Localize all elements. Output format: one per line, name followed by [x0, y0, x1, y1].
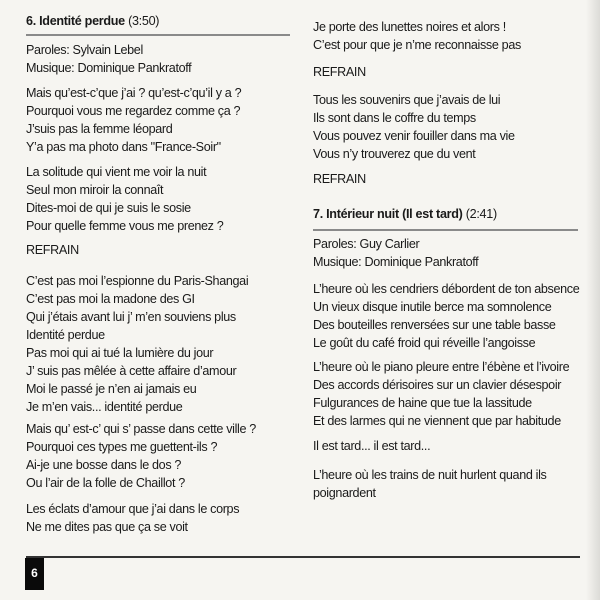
lyric-line: L’heure où les trains de nuit hurlent quand ils: [313, 468, 547, 482]
lyric-line: Vous n’y trouverez que du vent: [313, 147, 476, 161]
page-number: 6: [25, 558, 44, 590]
song-duration: (2:41): [465, 207, 497, 221]
refrain: [313, 170, 366, 188]
lyric-line: L’heure où le piano pleure entre l’ébène et l’ivoire: [313, 360, 570, 374]
lyric-line: Vous pouvez venir fouiller dans ma vie: [313, 129, 515, 143]
refrain: [26, 241, 79, 259]
stanza: [26, 420, 256, 492]
lyric-line: Dites-moi de qui je suis le sosie: [26, 201, 191, 215]
stanza: [313, 358, 569, 430]
composer: Musique: Dominique Pankratoff: [26, 61, 192, 75]
stanza: [26, 84, 241, 156]
song-duration: (3:50): [128, 14, 160, 28]
lyric-line: Fulgurances de haine que tue la lassitude: [313, 396, 532, 410]
lyric-line: Ou l’air de la folle de Chaillot ?: [26, 476, 185, 490]
song-title-text: 7. Intérieur nuit (Il est tard): [313, 207, 463, 221]
credits: [313, 235, 478, 271]
lyric-line: REFRAIN: [26, 243, 79, 257]
title-rule: [26, 34, 290, 36]
lyric-line: J’suis pas la femme léopard: [26, 122, 173, 136]
lyric-line: L’heure où les cendriers débordent de ton absence: [313, 282, 580, 296]
lyric-line: Ils sont dans le coffre du temps: [313, 111, 476, 125]
credits: [26, 41, 191, 77]
composer: Musique: Dominique Pankratoff: [313, 255, 479, 269]
lyric-line: Le goût du café froid qui réveille l’angoisse: [313, 336, 536, 350]
lyric-line: Mais qu’ est-c’ qui s’ passe dans cette ville ?: [26, 422, 256, 436]
stanza: [313, 437, 430, 455]
lyric-line: Pour quelle femme vous me prenez ?: [26, 219, 224, 233]
lyric-line: J’ suis pas mêlée à cette affaire d’amour: [26, 364, 237, 378]
refrain: [313, 63, 366, 81]
song-title: [26, 14, 159, 28]
lyric-line: Mais qu’est-c’que j’ai ? qu’est-c’qu’il y a ?: [26, 86, 242, 100]
stanza: [26, 272, 248, 416]
lyric-line: Il est tard... il est tard...: [313, 439, 431, 453]
lyricist: Paroles: Sylvain Lebel: [26, 43, 143, 57]
song-title-text: 6. Identité perdue: [26, 14, 125, 28]
title-rule: [313, 229, 578, 231]
lyric-line: REFRAIN: [313, 65, 366, 79]
lyric-line: Pas moi qui ai tué la lumière du jour: [26, 346, 214, 360]
stanza: [313, 18, 521, 54]
lyric-line: Les éclats d’amour que j’ai dans le corps: [26, 502, 240, 516]
lyric-line: Des bouteilles renversées sur une table basse: [313, 318, 556, 332]
page-edge-shadow: [586, 0, 600, 600]
lyric-line: Ne me dites pas que ça se voit: [26, 520, 188, 534]
stanza: [26, 163, 223, 235]
lyric-line: Qui j’étais avant lui j’ m’en souviens plus: [26, 310, 236, 324]
lyric-line: poignardent: [313, 486, 376, 500]
lyric-line: Pourquoi ces types me guettent-ils ?: [26, 440, 218, 454]
lyric-line: Moi le passé je n’en ai jamais eu: [26, 382, 197, 396]
stanza: [313, 91, 515, 163]
lyric-line: Je porte des lunettes noires et alors !: [313, 20, 506, 34]
lyric-line: Et des larmes qui ne viennent que par habitude: [313, 414, 561, 428]
lyric-line: La solitude qui vient me voir la nuit: [26, 165, 207, 179]
lyric-line: Y’a pas ma photo dans "France-Soir": [26, 140, 221, 154]
lyric-line: Des accords dérisoires sur un clavier désespoir: [313, 378, 562, 392]
lyric-line: Je m’en vais... identité perdue: [26, 400, 183, 414]
lyric-line: Seul mon miroir la connaît: [26, 183, 164, 197]
footer-rule: [26, 556, 580, 558]
lyric-line: REFRAIN: [313, 172, 366, 186]
lyric-line: C’est pour que je n’me reconnaisse pas: [313, 38, 521, 52]
lyric-line: Identité perdue: [26, 328, 105, 342]
stanza: [26, 500, 239, 536]
lyricist: Paroles: Guy Carlier: [313, 237, 420, 251]
lyric-line: Un vieux disque inutile berce ma somnolence: [313, 300, 552, 314]
song-title: [313, 207, 497, 221]
stanza: [313, 466, 547, 502]
lyric-line: Ai-je une bosse dans le dos ?: [26, 458, 182, 472]
lyric-line: Pourquoi vous me regardez comme ça ?: [26, 104, 241, 118]
lyric-line: C’est pas moi l’espionne du Paris-Shangai: [26, 274, 249, 288]
lyric-line: Tous les souvenirs que j’avais de lui: [313, 93, 501, 107]
stanza: [313, 280, 579, 352]
lyric-line: C’est pas moi la madone des GI: [26, 292, 195, 306]
